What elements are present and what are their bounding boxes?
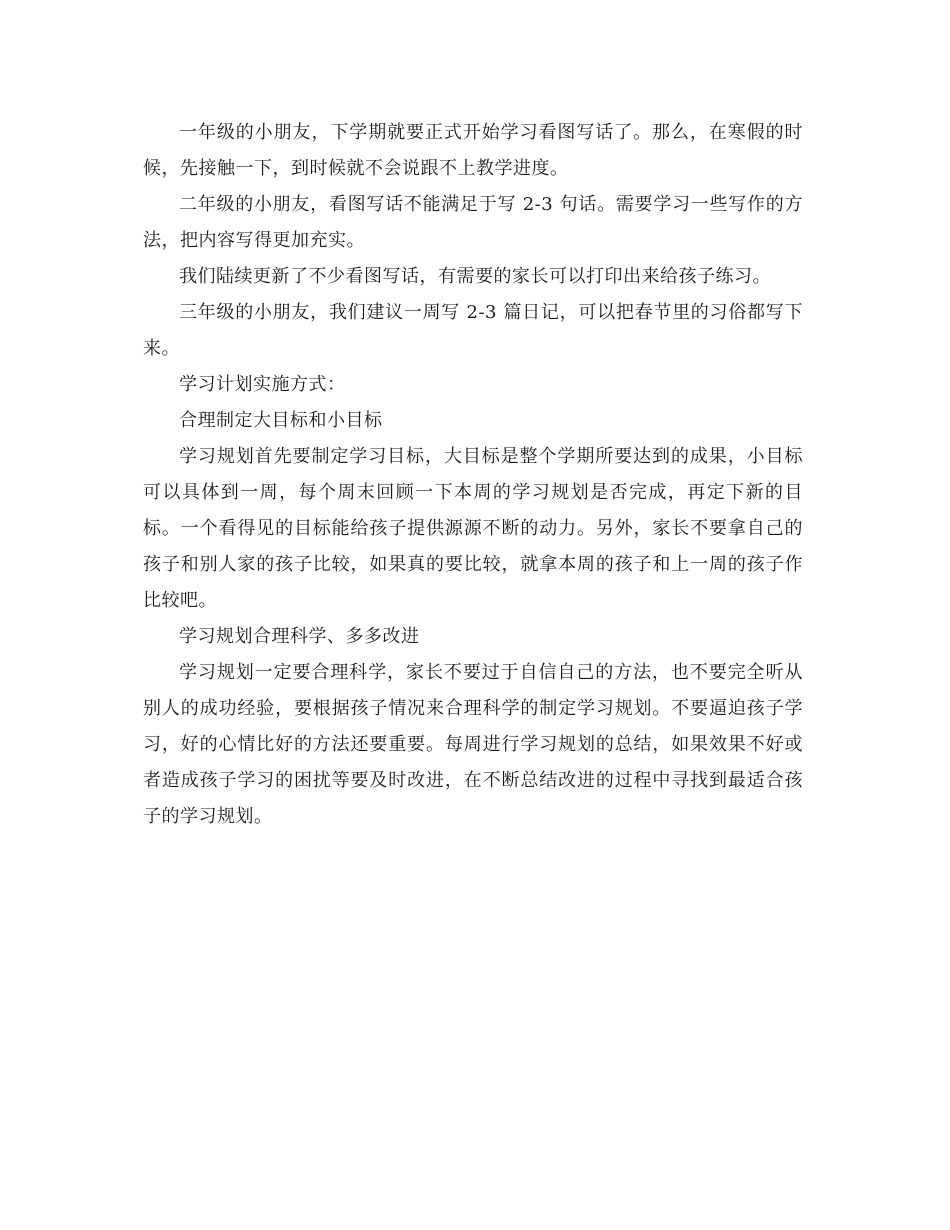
paragraph-improve: 学习规划一定要合理科学，家长不要过于自信自己的方法，也不要完全听从别人的成功经验，要根据孩子情况来合理科学的制定学习规划。不要逼迫孩子学习，好的心情比好的方法还要重要。每周进行学习规划的总结，如果效果不好或者造成孩子学习的困扰等要及时改进，在不断总结改进的过程中寻找到最适合孩子的学习规划。 xyxy=(143,662,803,827)
subheading-goals: 合理制定大目标和小目标 xyxy=(179,410,383,431)
document-body xyxy=(143,115,803,835)
section-heading-implementation: 学习计划实施方式： xyxy=(179,374,346,395)
paragraph-grade-one: 一年级的小朋友，下学期就要正式开始学习看图写话了。那么，在寒假的时候，先接触一下，到时候就不会说跟不上教学进度。 xyxy=(143,122,803,179)
paragraph-grade-two: 二年级的小朋友，看图写话不能满足于写 2-3 句话。需要学习一些写作的方法，把内容写得更加充实。 xyxy=(143,194,803,251)
subheading-improve: 学习规划合理科学、多多改进 xyxy=(179,626,420,647)
paragraph-grade-three: 三年级的小朋友，我们建议一周写 2-3 篇日记，可以把春节里的习俗都写下来。 xyxy=(143,302,803,359)
paragraph-goals: 学习规划首先要制定学习目标，大目标是整个学期所要达到的成果，小目标可以具体到一周，每个周末回顾一下本周的学习规划是否完成，再定下新的目标。一个看得见的目标能给孩子提供源源不断的动力。另外，家长不要拿自己的孩子和别人家的孩子比较，如果真的要比较，就拿本周的孩子和上一周的孩子作比较吧。 xyxy=(143,446,803,611)
paragraph-updates: 我们陆续更新了不少看图写话，有需要的家长可以打印出来给孩子练习。 xyxy=(179,266,771,287)
